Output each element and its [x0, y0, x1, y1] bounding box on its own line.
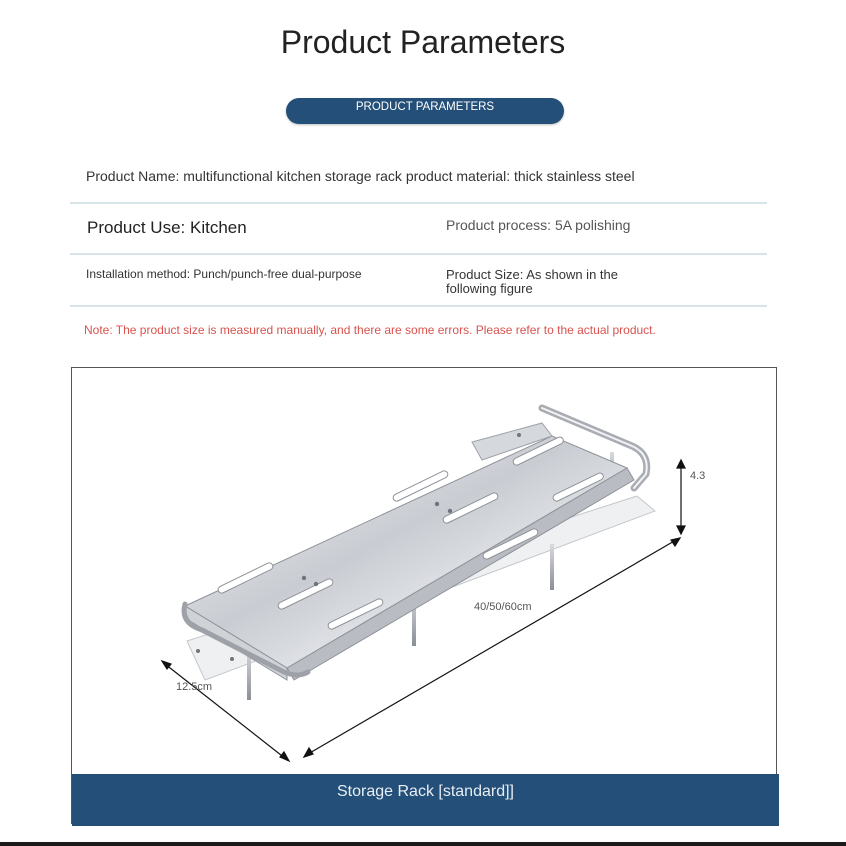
height-dimension [677, 460, 685, 534]
param-product-process: Product process: 5A polishing [446, 217, 631, 233]
param-product-size [446, 268, 618, 296]
page-title: Product Parameters [280, 24, 566, 60]
param-product-size-line1: Product Size: As shown in the [446, 267, 618, 282]
figure-caption-bar [72, 774, 779, 826]
divider-1 [70, 202, 767, 204]
depth-dimension [162, 661, 289, 761]
param-product-size-line2: following figure [446, 281, 533, 296]
bottom-rule [0, 842, 846, 846]
section-pill [286, 98, 564, 124]
section-pill-label: PRODUCT PARAMETERS [355, 101, 495, 113]
length-label: 40/50/60cm [474, 601, 532, 613]
divider-3 [70, 305, 767, 307]
storage-rack-illustration [72, 368, 778, 825]
measurement-note: Note: The product size is measured manually, and there are some errors. Please refer to the actual product. [84, 323, 656, 337]
height-label: 4.3 [690, 470, 706, 482]
depth-label: 12.5cm [176, 681, 213, 693]
divider-2 [70, 253, 767, 255]
rack-tray [185, 436, 627, 668]
rack-leg [550, 544, 554, 590]
param-installation: Installation method: Punch/punch-free dual-purpose [86, 267, 362, 281]
product-figure [71, 367, 777, 824]
param-product-name: Product Name: multifunctional kitchen storage rack product material: thick stainless steel [86, 168, 635, 184]
figure-caption: Storage Rack [standard]] [337, 783, 514, 800]
param-product-use: Product Use: Kitchen [87, 218, 247, 237]
